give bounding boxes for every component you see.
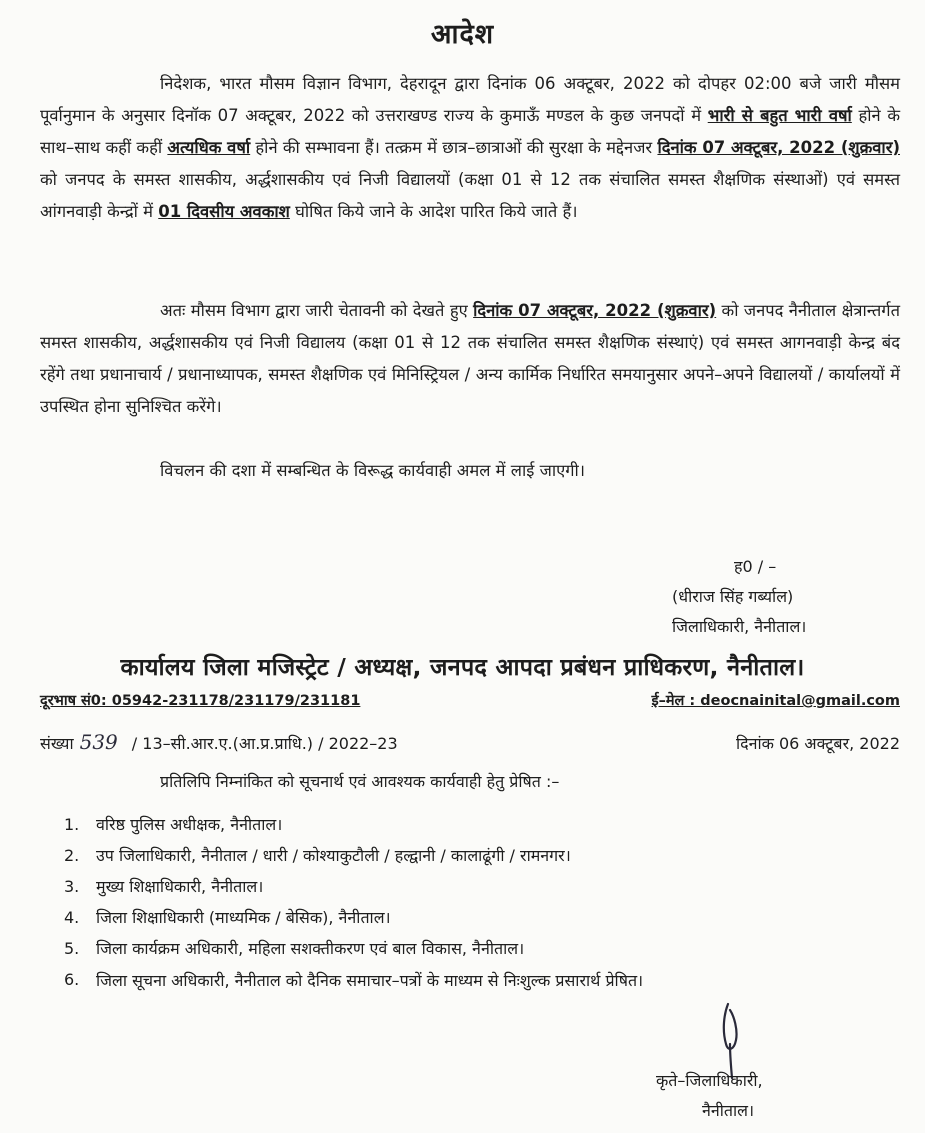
email-address: ई–मेल : deocnainital@gmail.com [651, 693, 900, 709]
signatory-designation: जिलाधिकारी, नैनीताल। [672, 617, 807, 636]
signatory-name: (धीराज सिंह गर्ब्याल) [672, 587, 794, 606]
reference-number-handwritten: 539 [79, 730, 118, 754]
footer-line-1: कृते–जिलाधिकारी, [656, 1071, 763, 1090]
list-item-number: 5. [64, 939, 80, 958]
list-item-number: 2. [64, 846, 80, 865]
list-item-number: 4. [64, 908, 80, 927]
list-item-text: जिला सूचना अधिकारी, नैनीताल को दैनिक समाचार–पत्रों के माध्यम से निःशुल्क प्रसारार्थ प्रेषित। [96, 971, 644, 990]
reference-date: दिनांक 06 अक्टूबर, 2022 [735, 734, 900, 753]
para1-text-5: घोषित किये जाने के आदेश पारित किये जाते हैं। [289, 202, 578, 221]
list-item [64, 965, 900, 996]
para1-text-2: होने के साथ–साथ कहीं कहीं [40, 106, 900, 157]
reference-label: संख्या [40, 734, 74, 753]
para1-bold-date: दिनांक 07 अक्टूबर, 2022 (शुक्रवार) [657, 138, 900, 157]
reference-suffix: / 13–सी.आर.ए.(आ.प्र.प्राधि.) / 2022–23 [131, 734, 398, 753]
para2-bold-date: दिनांक 07 अक्टूबर, 2022 (शुक्रवार) [473, 301, 717, 320]
para1-text-1: निदेशक, भारत मौसम विज्ञान विभाग, देहरादून द्वारा दिनांक 06 अक्टूबर, 2022 को दोपहर 02:00 बजे जारी मौसम पूर्वानुमान के अनुसार दिनॉक 07 अक्टूबर, 2022 को उत्तराखण्ड राज्य के कुमाऊँ मण्डल के कुछ जनपदों में [40, 74, 900, 125]
document-title: आदेश [430, 19, 495, 50]
list-item [64, 903, 900, 933]
list-item-text: मुख्य शिक्षाधिकारी, नैनीताल। [96, 877, 264, 896]
list-item-number: 3. [64, 877, 80, 896]
order-paragraph-2 [40, 295, 900, 423]
para1-bold-extreme-rain: अत्यधिक वर्षा [167, 138, 251, 157]
list-item-text: जिला कार्यक्रम अधिकारी, महिला सशक्तीकरण एवं बाल विकास, नैनीताल। [96, 939, 525, 958]
para2-text-1: अतः मौसम विभाग द्वारा जारी चेतावनी को देखते हुए [160, 301, 474, 320]
order-paragraph-3: विचलन की दशा में सम्बन्धित के विरूद्ध कार्यवाही अमल में लाई जाएगी। [160, 461, 586, 480]
phone-numbers: दूरभाष सं0: 05942-231178/231179/231181 [40, 693, 361, 709]
para1-text-3: होने की सम्भावना हैं। तत्क्रम में छात्र–छात्राओं की सुरक्षा के मद्देनजर [250, 138, 658, 157]
reference-number-group [40, 730, 398, 754]
list-item-number: 6. [64, 970, 80, 989]
para1-bold-holiday: 01 दिवसीय अवकाश [158, 202, 290, 221]
para2-text-2: को जनपद नैनीताल क्षेत्रान्तर्गत समस्त शासकीय, अर्द्धशासकीय एवं निजी विद्यालय (कक्षा 01 से 12 तक संचालित समस्त शैक्षणिक संस्थाएं) एवं समस्त आगनवाड़ी केन्द्र बंद रहेंगे तथा प्रधानाचार्य / प्रधानाध्यापक, समस्त शैक्षणिक एवं मिनिस्ट्रियल / अन्य कार्मिक निर्धारित समयानुसार अपने–अपने विद्यालयों / कार्यालयों में उपस्थित होना सुनिश्चित करेंगे। [40, 301, 900, 416]
para1-bold-heavy-rain: भारी से बहुत भारी वर्षा [707, 106, 852, 125]
reference-row [40, 730, 900, 754]
copy-forwarded-line: प्रतिलिपि निम्नांकित को सूचनार्थ एवं आवश्यक कार्यवाही हेतु प्रेषित :– [160, 772, 560, 791]
signatory-block [672, 552, 902, 642]
list-item [64, 841, 900, 871]
para1-text-4: को जनपद के समस्त शासकीय, अर्द्धशासकीय एवं निजी विद्यालयों (कक्षा 01 से 12 तक संचालित समस्त शैक्षणिक संस्थाओं) एवं समस्त आंगनवाड़ी केन्द्रों में [40, 170, 900, 221]
list-item [64, 872, 900, 902]
list-item [64, 934, 900, 964]
signatory-initial: ह0 / – [734, 557, 777, 576]
list-item-text: वरिष्ठ पुलिस अधीक्षक, नैनीताल। [96, 815, 283, 834]
list-item-number: 1. [64, 815, 80, 834]
recipient-list [64, 810, 900, 997]
contact-row [40, 690, 900, 710]
footer-signatory [656, 1066, 896, 1126]
office-heading: कार्यालय जिला मजिस्ट्रेट / अध्यक्ष, जनपद आपदा प्रबंधन प्राधिकरण, नैनीताल। [120, 653, 805, 681]
order-paragraph-1 [40, 68, 900, 228]
list-item-text: जिला शिक्षाधिकारी (माध्यमिक / बेसिक), नैनीताल। [96, 908, 391, 927]
list-item-text: उप जिलाधिकारी, नैनीताल / धारी / कोश्याकुटौली / हल्द्वानी / कालाढूंगी / रामनगर। [96, 846, 571, 865]
footer-line-2: नैनीताल। [702, 1101, 755, 1120]
list-item [64, 810, 900, 840]
